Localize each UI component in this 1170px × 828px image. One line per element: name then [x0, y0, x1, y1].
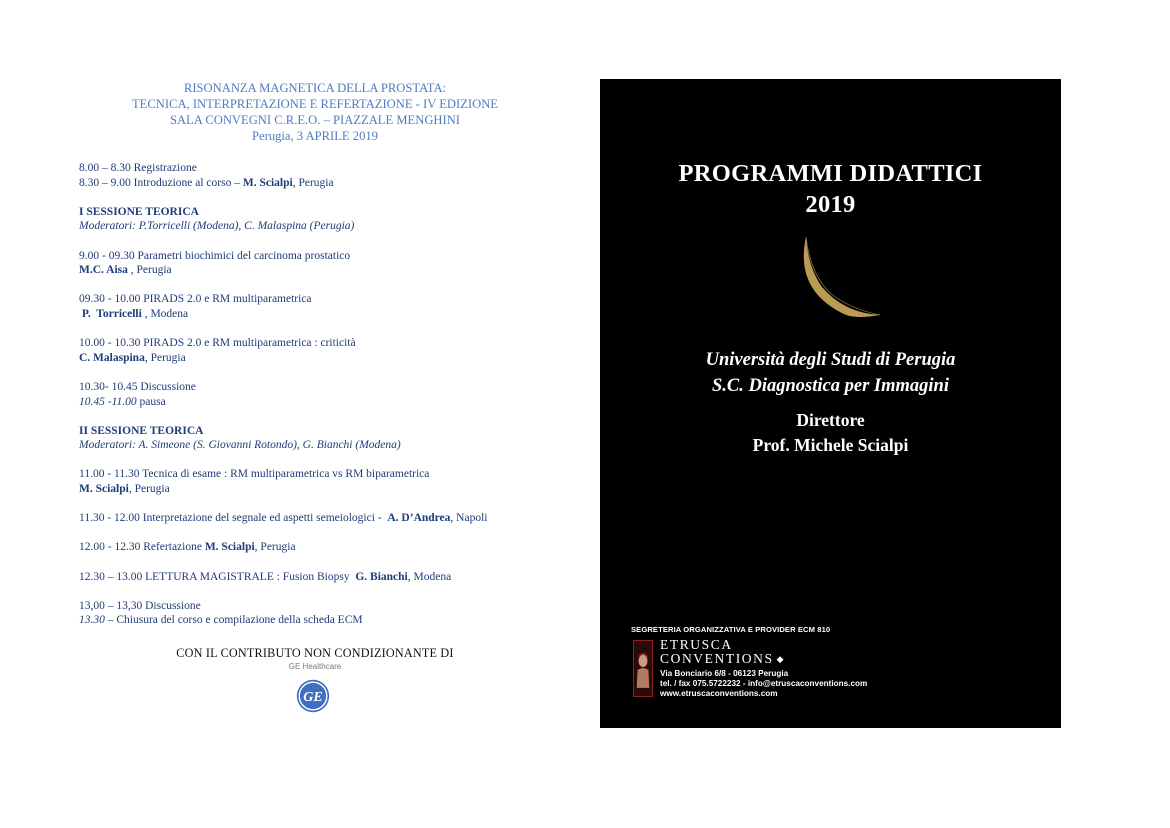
speaker-city: , Modena	[141, 307, 189, 320]
speaker-city: , Perugia	[128, 483, 170, 496]
speaker-city: , Perugia	[292, 176, 334, 189]
event-title-line-2: TECNICA, INTERPRETAZIONE E REFERTAZIONE - IV EDIZIONE	[131, 97, 498, 111]
department-name: S.C. Diagnostica per Immagini	[712, 376, 949, 396]
talk-8-lecture	[79, 570, 559, 585]
closing-time: 13.30	[79, 614, 105, 627]
session-2-title: II SESSIONE TEORICA	[79, 424, 204, 437]
university-block	[600, 347, 1061, 399]
cover-title-line-1: PROGRAMMI DIDATTICI	[678, 160, 983, 187]
etruscan-figure-logo-icon	[633, 640, 653, 697]
crescent-moon-icon	[788, 229, 898, 329]
talk-1-title: 9.00 - 09.30 Parametri biochimici del carcinoma prostatico	[79, 249, 351, 262]
discussion-1: 10.30- 10.45 Discussione	[79, 380, 196, 393]
cover-panel	[600, 79, 1061, 728]
diamond-icon: ◆	[776, 654, 786, 664]
session-1-moderators: Moderatori: P.Torricelli (Modena), C. Malaspina (Perugia)	[79, 220, 355, 233]
speaker-name: M.C. Aisa	[79, 264, 128, 277]
talk-5-title: 11.00 - 11.30 Tecnica di esame : RM multiparametrica vs RM biparametrica	[79, 468, 430, 481]
schedule-item-registration: 8.00 – 8.30 Registrazione	[79, 162, 197, 174]
speaker-city: , Napoli	[450, 512, 488, 525]
talk-3-title: 10.00 - 10.30 PIRADS 2.0 e RM multiparametrica : criticità	[79, 337, 356, 350]
sponsor-label: CON IL CONTRIBUTO NON CONDIZIONANTE DI	[176, 646, 454, 660]
talk-3-speaker	[79, 351, 559, 366]
organizer-label: SEGRETERIA ORGANIZZATIVA E PROVIDER ECM 810	[631, 625, 831, 634]
talk-2-speaker	[79, 307, 559, 322]
organizer-phone-email: tel. / fax 075.5722232 - info@etruscaconventions.com	[660, 679, 868, 688]
closing-item	[79, 613, 559, 628]
talk-6	[79, 511, 559, 526]
talk-5-speaker	[79, 482, 559, 497]
speaker-city: , Perugia	[127, 264, 172, 277]
organizer-logo-line-1: ETRUSCA	[660, 637, 733, 652]
session-1-title: I SESSIONE TEORICA	[79, 205, 199, 218]
speaker-city: , Perugia	[254, 541, 296, 554]
speaker-city: , Perugia	[144, 351, 186, 364]
organizer-logo-text	[660, 638, 785, 666]
ge-logo-icon	[296, 679, 330, 713]
discussion-2: 13,00 – 13,30 Discussione	[79, 599, 201, 612]
talk-7	[79, 540, 559, 555]
event-title-line-1: RISONANZA MAGNETICA DELLA PROSTATA:	[183, 81, 447, 95]
organizer-logo-line-2-text: CONVENTIONS	[660, 651, 774, 666]
speaker-name: M. Scialpi	[204, 541, 255, 554]
speaker-name: M. Scialpi	[242, 176, 293, 189]
schedule-item-text: 11.30 - 12.00 Interpretazione del segnale ed aspetti semeiologici -	[79, 512, 388, 525]
program-schedule	[79, 161, 559, 628]
organizer-contacts	[660, 669, 867, 699]
session-2-moderators: Moderatori: A. Simeone (S. Giovanni Rotondo), G. Bianchi (Modena)	[79, 439, 401, 452]
cover-title	[600, 158, 1061, 220]
speaker-name: M. Scialpi	[79, 483, 129, 496]
closing-text: – Chiusura del corso e compilazione della scheda ECM	[104, 614, 363, 627]
speaker-name: G. Bianchi	[355, 570, 408, 583]
talk-1-speaker	[79, 263, 559, 278]
speaker-city: , Modena	[407, 570, 452, 583]
talk-2-title: 09.30 - 10.00 PIRADS 2.0 e RM multiparametrica	[79, 293, 312, 306]
speaker-name: A. D’Andrea	[387, 512, 451, 525]
schedule-item-text: 8.30 – 9.00 Introduzione al corso –	[79, 176, 243, 189]
schedule-item-text: 12.30 – 13.00 LETTURA MAGISTRALE : Fusion Biopsy	[79, 570, 356, 583]
director-label: Direttore	[796, 410, 865, 430]
break-item	[79, 395, 559, 410]
break-time: 10.45 -11.00	[79, 395, 137, 408]
event-date: Perugia, 3 APRILE 2019	[252, 129, 378, 143]
speaker-name: P. Torricelli	[79, 307, 142, 320]
event-venue: SALA CONVEGNI C.R.E.O. – PIAZZALE MENGHINI	[170, 113, 460, 127]
speaker-name: C. Malaspina	[79, 351, 145, 364]
schedule-item-text: 12.00 - 12.30 Refertazione	[79, 541, 205, 554]
event-header	[100, 80, 530, 144]
schedule-item-introduction	[79, 176, 559, 191]
ge-logo-text: GE	[303, 690, 323, 705]
cover-title-year: 2019	[805, 191, 856, 218]
director-block	[600, 408, 1061, 458]
sponsor-name: GE Healthcare	[288, 662, 342, 671]
organizer-logo-line-2	[660, 652, 785, 666]
organizer-website: www.etruscaconventions.com	[660, 689, 778, 698]
break-label: pausa	[136, 395, 166, 408]
university-name: Università degli Studi di Perugia	[705, 350, 956, 370]
organizer-address: Via Bonciario 6/8 - 06123 Perugia	[660, 669, 789, 678]
sponsor-section	[100, 646, 530, 671]
director-name: Prof. Michele Scialpi	[752, 435, 909, 455]
